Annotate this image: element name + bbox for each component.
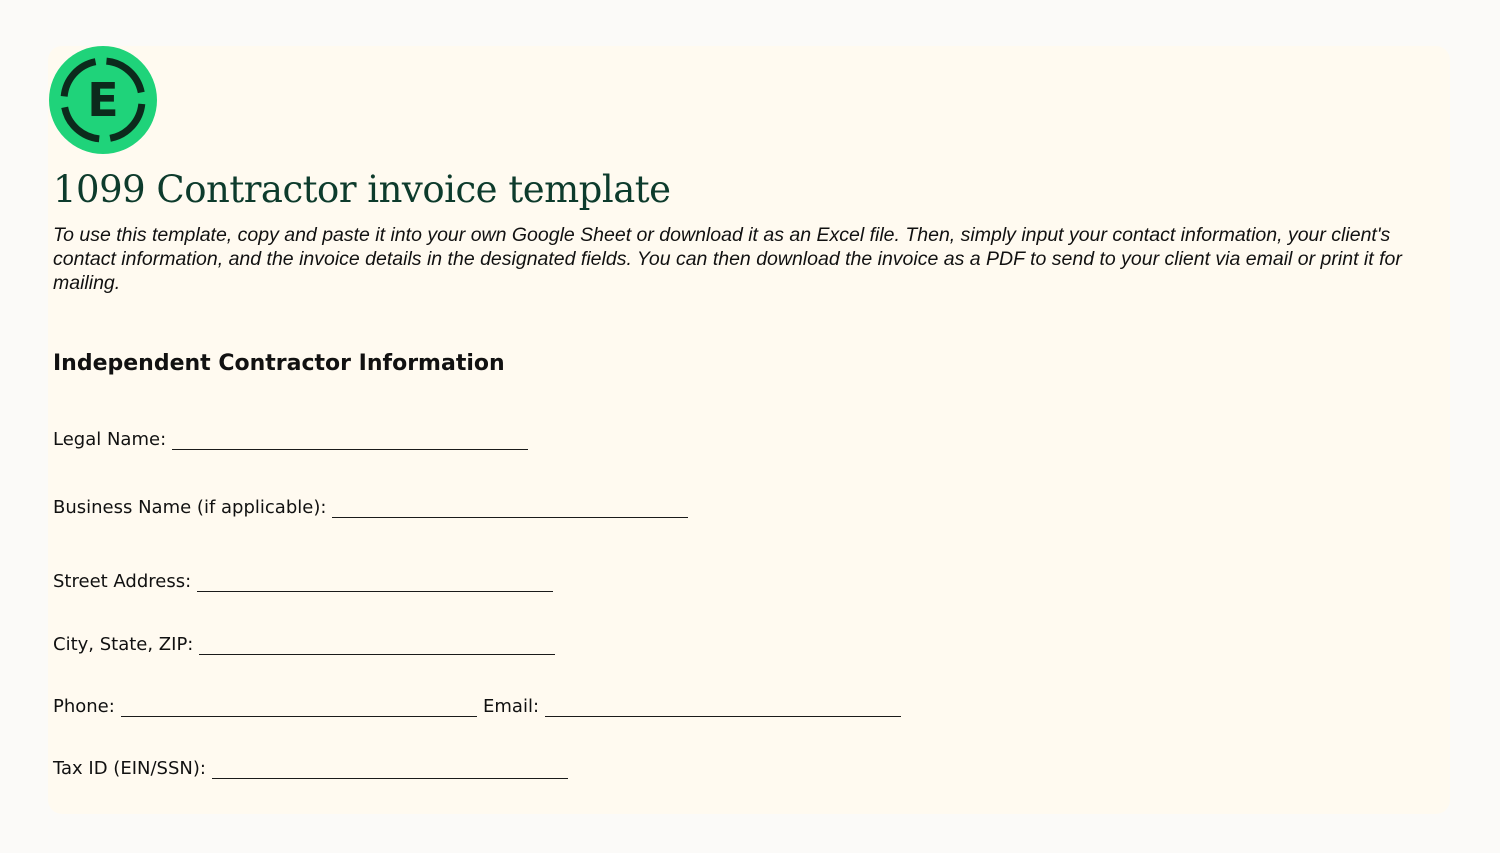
- city-state-zip-input[interactable]: [199, 634, 555, 655]
- email-input[interactable]: [545, 696, 901, 717]
- phone-label: Phone:: [53, 696, 115, 717]
- business-name-input[interactable]: [332, 497, 688, 518]
- field-tax-id: [53, 757, 568, 781]
- field-phone: [53, 695, 477, 719]
- field-city-state-zip: [53, 633, 555, 657]
- city-state-zip-label: City, State, ZIP:: [53, 634, 194, 655]
- intro-paragraph: To use this template, copy and paste it into your own Google Sheet or download it as an Excel file. Then, simply input your contact information, your client's contact information, and the invoice details in the designated fields. You can then download the invoice as a PDF to send to your client via email or print it for mailing.: [53, 224, 1402, 294]
- legal-name-input[interactable]: [172, 429, 528, 450]
- phone-input[interactable]: [121, 696, 477, 717]
- section-title-contractor-info: Independent Contractor Information: [53, 351, 505, 376]
- field-business-name: [53, 496, 688, 520]
- business-name-label: Business Name (if applicable):: [53, 497, 327, 518]
- logo-letter: E: [87, 73, 119, 127]
- street-address-label: Street Address:: [53, 571, 192, 592]
- street-address-input[interactable]: [197, 571, 553, 592]
- field-email: [483, 695, 901, 719]
- brand-logo-icon: [49, 46, 157, 154]
- legal-name-label: Legal Name:: [53, 429, 167, 450]
- field-street-address: [53, 570, 553, 594]
- tax-id-input[interactable]: [212, 758, 568, 779]
- tax-id-label: Tax ID (EIN/SSN):: [53, 758, 206, 779]
- field-legal-name: [53, 428, 528, 452]
- page-title: 1099 Contractor invoice template: [53, 168, 671, 211]
- email-label: Email:: [483, 696, 540, 717]
